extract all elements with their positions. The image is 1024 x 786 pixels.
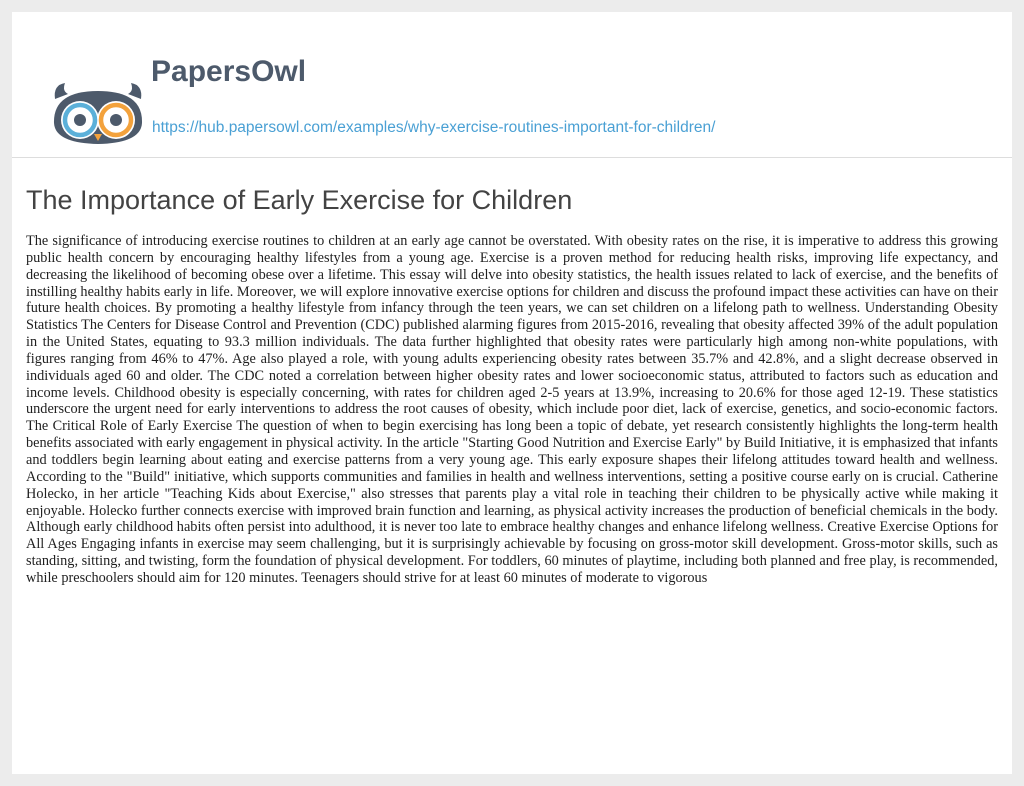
article-body: The significance of introducing exercise routines to children at an early age cannot be overstated. With obesity rates on the rise, it is imperative to address this growing public health concern by encouraging healthy lifestyles from a young age. Exercise is a proven method for reducing health risks, improving life expectancy, and decreasing the likelihood of becoming obese over a lifetime. This essay will delve into obesity statistics, the health issues related to lack of exercise, and the benefits of instilling healthy habits early in life. Moreover, we will explore innovative exercise options for children and discuss the profound impact these activities can have on their future health choices. By promoting a healthy lifestyle from infancy through the teen years, we can set children on a lifelong path to wellness. Understanding Obesity Statistics The Centers for Disease Control and Prevention (CDC) published alarming figures from 2015-2016, revealing that obesity affected 39% of the adult population in the United States, equating to 93.3 million individuals. The data further highlighted that obesity rates were particularly high among non-white populations, with figures ranging from 46% to 47%. Age also played a role, with young adults experiencing obesity rates between 35.7% and 42.8%, and a slight decrease observed in individuals aged 60 and older. The CDC noted a correlation between higher obesity rates and lower socioeconomic status, attributed to factors such as education and income levels. Childhood obesity is especially concerning, with rates for children aged 2-5 years at 13.9%, increasing to 20.6% for those aged 12-19. These statistics underscore the urgent need for early interventions to address the root causes of obesity, which include poor diet, lack of exercise, genetics, and socio-economic factors. The Critical Role of Early Exercise The question of when to begin exercising has long been a topic of debate, yet research consistently highlights the long-term health benefits associated with early engagement in physical activity. In the article "Starting Good Nutrition and Exercise Early" by Build Initiative, it is emphasized that infants and toddlers begin learning about eating and exercise patterns from a very young age. This early exposure shapes their lifelong attitudes toward health and wellness. According to the "Build" initiative, which supports communities and families in health and wellness interventions, setting a positive course early on is crucial. Catherine Holecko, in her article "Teaching Kids about Exercise," also stresses that parents play a vital role in teaching their children to be physically active while making it enjoyable. Holecko further connects exercise with improved brain function and learning, as physical activity increases the production of beneficial chemicals in the body. Although early childhood habits often persist into adulthood, it is never too late to embrace healthy changes and enhance lifelong wellness. Creative Exercise Options for All Ages Engaging infants in exercise may seem challenging, but it is surprisingly achievable by focusing on gross-motor skill development. Gross-motor skills, such as standing, sitting, and twisting, form the foundation of physical development. For toddlers, 60 minutes of playtime, including both planned and free play, is recommended, while preschoolers should aim for 120 minutes. Teenagers should strive for at least 60 minutes of moderate to vigorous [26,233,998,586]
source-url-link[interactable]: https://hub.papersowl.com/examples/why-exercise-routines-important-for-children/ [152,119,716,136]
site-header [12,12,1012,147]
owl-logo-icon [49,83,147,145]
article-title: The Importance of Early Exercise for Children [26,185,573,215]
header-divider [12,157,1012,158]
brand-name: PapersOwl [151,55,307,88]
document-page [12,12,1012,774]
